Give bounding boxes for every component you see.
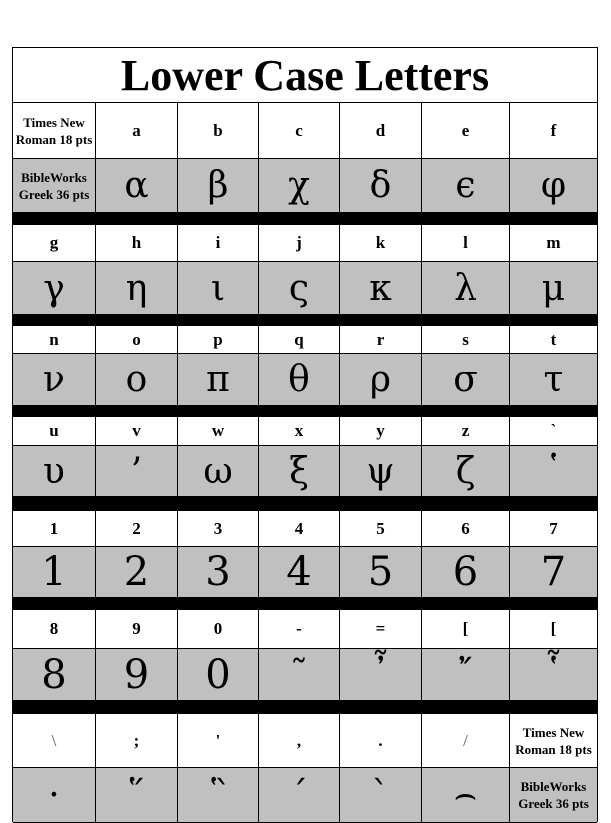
key-label: n — [13, 326, 96, 354]
key-label: r — [340, 326, 422, 354]
key-label: 7 — [510, 511, 597, 547]
key-label: 9 — [96, 610, 178, 649]
greek-glyph: ` — [340, 768, 422, 823]
key-label: v — [96, 417, 178, 446]
key-label: y — [340, 417, 422, 446]
key-label: t — [510, 326, 597, 354]
key-label: g — [13, 225, 96, 262]
greek-glyph: 7 — [510, 547, 597, 598]
page-title: Lower Case Letters — [13, 48, 597, 103]
key-label: [ — [510, 610, 597, 649]
key-label: w — [178, 417, 259, 446]
key-label: f — [510, 103, 597, 159]
greek-glyph: ⌢ — [422, 768, 510, 823]
greek-glyph: φ — [510, 159, 597, 213]
legend-greek-cell: BibleWorks Greek 36 pts — [13, 159, 96, 213]
greek-glyph: ψ — [340, 446, 422, 497]
greek-glyph: ι — [178, 262, 259, 315]
key-label: x — [259, 417, 340, 446]
greek-glyph: ο — [96, 354, 178, 406]
greek-glyph: ῟ — [510, 649, 597, 701]
key-row-6 — [13, 610, 597, 649]
key-label: o — [96, 326, 178, 354]
key-label: e — [422, 103, 510, 159]
key-label: m — [510, 225, 597, 262]
greek-glyph: δ — [340, 159, 422, 213]
separator-bar — [13, 213, 597, 225]
greek-glyph: 8 — [13, 649, 96, 701]
greek-glyph: ῏ — [340, 649, 422, 701]
key-label: 0 — [178, 610, 259, 649]
greek-glyph: μ — [510, 262, 597, 315]
greek-glyph: γ — [13, 262, 96, 315]
key-row-5 — [13, 511, 597, 547]
greek-glyph: τ — [510, 354, 597, 406]
key-label: ` — [510, 417, 597, 446]
key-label: 1 — [13, 511, 96, 547]
greek-glyph: · — [13, 768, 96, 823]
key-label: j — [259, 225, 340, 262]
greek-glyph: π — [178, 354, 259, 406]
greek-glyph: η — [96, 262, 178, 315]
key-label: z — [422, 417, 510, 446]
key-label: \ — [13, 714, 96, 768]
greek-glyph: ´ — [259, 768, 340, 823]
glyph-row-3 — [13, 354, 597, 406]
key-label: i — [178, 225, 259, 262]
key-label: ' — [178, 714, 259, 768]
greek-glyph: ’ — [96, 446, 178, 497]
greek-glyph: 1 — [13, 547, 96, 598]
key-label: [ — [422, 610, 510, 649]
greek-glyph: ξ — [259, 446, 340, 497]
key-label: 2 — [96, 511, 178, 547]
greek-glyph: θ — [259, 354, 340, 406]
key-label: 4 — [259, 511, 340, 547]
legend-roman-cell: Times New Roman 18 pts — [510, 714, 597, 768]
greek-glyph: ς — [259, 262, 340, 315]
greek-glyph: α — [96, 159, 178, 213]
key-label: p — [178, 326, 259, 354]
greek-glyph: λ — [422, 262, 510, 315]
key-row-2 — [13, 225, 597, 262]
key-label: c — [259, 103, 340, 159]
key-row-7 — [13, 714, 597, 768]
glyph-row-6 — [13, 649, 597, 701]
key-label: b — [178, 103, 259, 159]
greek-glyph: ω — [178, 446, 259, 497]
greek-glyph: υ — [13, 446, 96, 497]
greek-glyph: ῾ — [510, 446, 597, 497]
key-label: 6 — [422, 511, 510, 547]
key-row-3 — [13, 326, 597, 354]
key-label: . — [340, 714, 422, 768]
legend-roman-cell: Times New Roman 18 pts — [13, 103, 96, 159]
greek-glyph: 5 — [340, 547, 422, 598]
greek-glyph: 6 — [422, 547, 510, 598]
key-label: / — [422, 714, 510, 768]
legend-greek-cell: BibleWorks Greek 36 pts — [510, 768, 597, 823]
greek-glyph: 3 — [178, 547, 259, 598]
greek-glyph: ῝ — [178, 768, 259, 823]
greek-glyph: ν — [13, 354, 96, 406]
greek-glyph: 9 — [96, 649, 178, 701]
key-label: k — [340, 225, 422, 262]
key-label: u — [13, 417, 96, 446]
key-row-4 — [13, 417, 597, 446]
greek-glyph: 4 — [259, 547, 340, 598]
key-label: 3 — [178, 511, 259, 547]
greek-glyph: σ — [422, 354, 510, 406]
key-label: - — [259, 610, 340, 649]
separator-bar — [13, 406, 597, 417]
key-label: ; — [96, 714, 178, 768]
greek-glyph: β — [178, 159, 259, 213]
key-label: d — [340, 103, 422, 159]
glyph-row-5 — [13, 547, 597, 598]
greek-glyph: ϵ — [422, 159, 510, 213]
greek-glyph: χ — [259, 159, 340, 213]
greek-glyph: 2 — [96, 547, 178, 598]
key-label: 5 — [340, 511, 422, 547]
separator-bar — [13, 315, 597, 326]
key-row-1 — [13, 103, 597, 159]
glyph-row-7 — [13, 768, 597, 823]
key-label: , — [259, 714, 340, 768]
key-label: l — [422, 225, 510, 262]
glyph-row-1 — [13, 159, 597, 213]
key-label: h — [96, 225, 178, 262]
greek-glyph: 0 — [178, 649, 259, 701]
glyph-row-2 — [13, 262, 597, 315]
separator-bar — [13, 701, 597, 714]
glyph-row-4 — [13, 446, 597, 497]
key-label: q — [259, 326, 340, 354]
key-label: s — [422, 326, 510, 354]
separator-bar — [13, 598, 597, 610]
greek-glyph: ζ — [422, 446, 510, 497]
separator-bar — [13, 497, 597, 511]
greek-glyph: ρ — [340, 354, 422, 406]
character-chart — [12, 47, 598, 822]
key-label: = — [340, 610, 422, 649]
key-label: 8 — [13, 610, 96, 649]
greek-glyph: κ — [340, 262, 422, 315]
greek-glyph: ῞ — [96, 768, 178, 823]
greek-glyph: ῀ — [259, 649, 340, 701]
key-label: a — [96, 103, 178, 159]
greek-glyph: ῎ — [422, 649, 510, 701]
